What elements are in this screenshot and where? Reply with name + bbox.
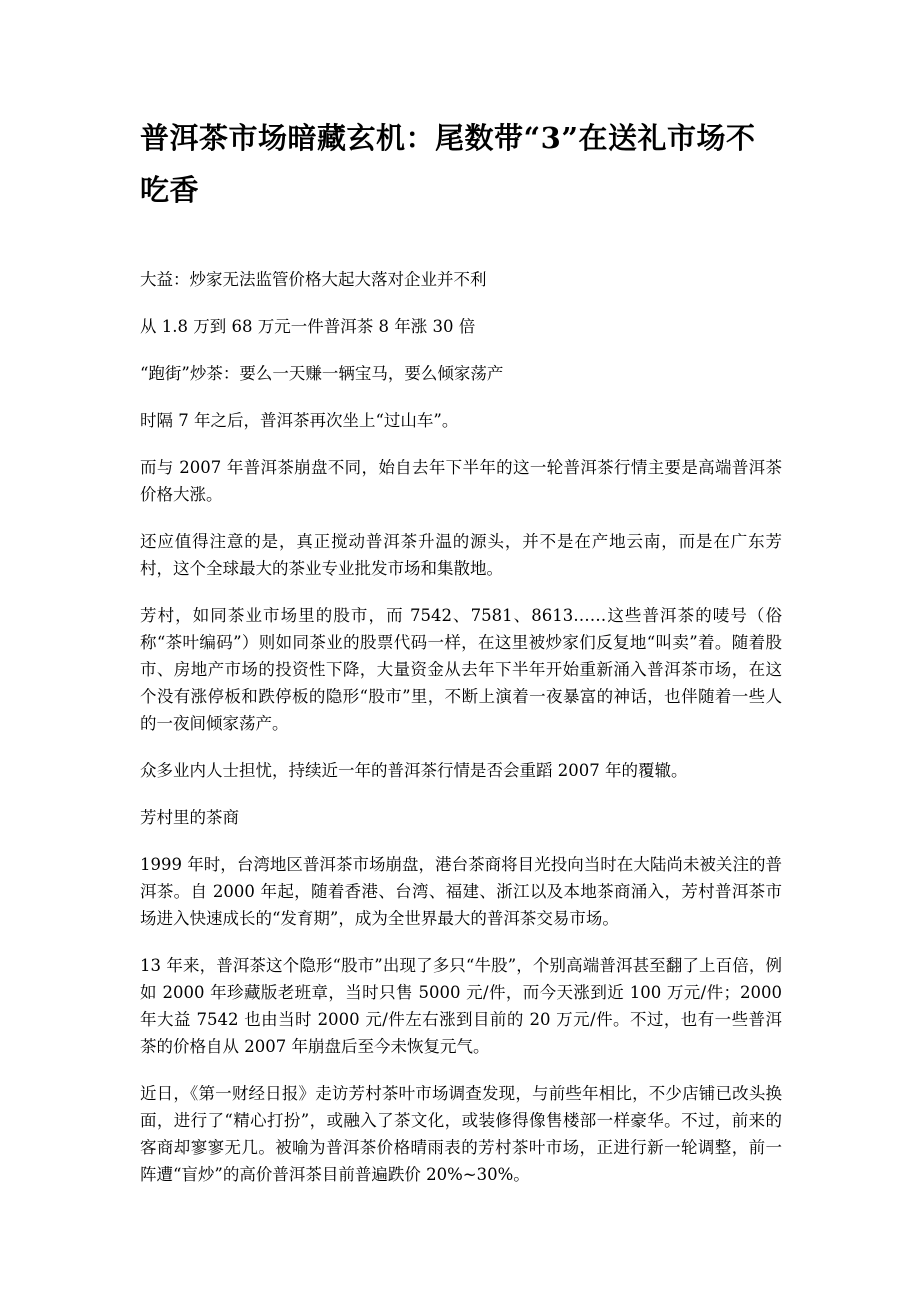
subheading-street-trading: “跑街”炒茶：要么一天赚一辆宝马，要么倾家荡产 <box>140 364 504 383</box>
paragraph: 还应值得注意的是，真正搅动普洱茶升温的源头，并不是在产地云南，而是在广东芳村，这个全球最大的茶业专业批发市场和集散地。 <box>140 532 782 578</box>
paragraph: 时隔 7 年之后，普洱茶再次坐上“过山车”。 <box>140 411 459 430</box>
subheading-dayi: 大益：炒家无法监管价格大起大落对企业并不利 <box>140 270 487 289</box>
paragraph: 13 年来，普洱茶这个隐形“股市”出现了多只“牛股”，个别高端普洱甚至翻了上百倍，例如 2000 年珍藏版老班章，当时只售 5000 元/件，而今天涨到近 100 万元/件；2000 年大益 7542 也由当时 2000 元/件左右涨到目前的 20 万元/件。不过，也有一些普洱茶的价格自从 2007 年崩盘后至今未恢复元气。 <box>140 956 782 1056</box>
paragraph: 众多业内人士担忧，持续近一年的普洱茶行情是否会重蹈 2007 年的覆辙。 <box>140 761 688 780</box>
paragraph: 芳村，如同茶业市场里的股市，而 7542、7581、8613……这些普洱茶的唛号（俗称“茶叶编码”）则如同茶业的股票代码一样，在这里被炒家们反复地“叫卖”着。随着股市、房地产市场的投资性下降，大量资金从去年下半年开始重新涌入普洱茶市场，在这个没有涨停板和跌停板的隐形“股市”里，不断上演着一夜暴富的神话，也伴随着一些人的一夜间倾家荡产。 <box>140 606 782 733</box>
paragraph: 近日，《第一财经日报》走访芳村茶叶市场调查发现，与前些年相比，不少店铺已改头换面，进行了“精心打扮”，或融入了茶文化，或装修得像售楼部一样豪华。不过，前来的客商却寥寥无几。被喻为普洱茶价格晴雨表的芳村茶叶市场，正进行新一轮调整，前一阵遭“盲炒”的高价普洱茶目前普遍跌价 20%~30%。 <box>140 1084 782 1184</box>
subheading-price-rise: 从 1.8 万到 68 万元一件普洱茶 8 年涨 30 倍 <box>140 317 476 336</box>
document-page <box>140 112 782 1208</box>
article-title: 普洱茶市场暗藏玄机：尾数带“3”在送礼市场不吃香 <box>140 121 756 207</box>
paragraph: 而与 2007 年普洱茶崩盘不同，始自去年下半年的这一轮普洱茶行情主要是高端普洱茶价格大涨。 <box>140 458 782 504</box>
paragraph: 1999 年时，台湾地区普洱茶市场崩盘，港台茶商将目光投向当时在大陆尚未被关注的普洱茶。自 2000 年起，随着香港、台湾、福建、浙江以及本地茶商涌入，芳村普洱茶市场进入快速成长的“发育期”，成为全世界最大的普洱茶交易市场。 <box>140 855 782 928</box>
section-heading: 芳村里的茶商 <box>140 808 239 827</box>
